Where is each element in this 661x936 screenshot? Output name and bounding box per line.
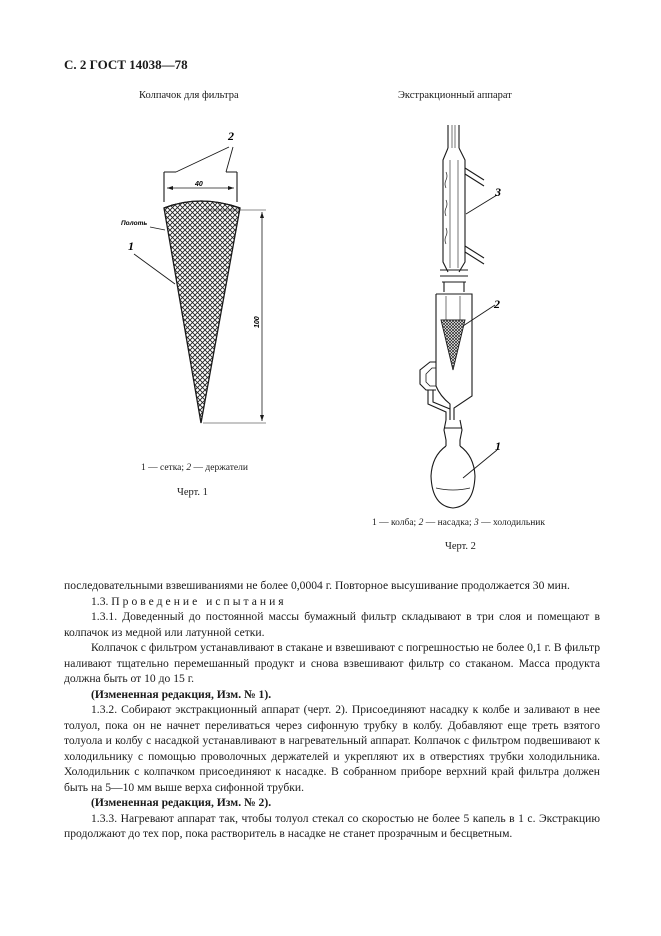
amendment-note-1: (Измененная редакция, Изм. № 1). bbox=[91, 687, 272, 701]
fig2-caption-n2: 2 bbox=[418, 518, 424, 528]
paragraph-131: 1.3.1. Доведенный до постоянной массы бумажный фильтр складывают в три слоя и помещают в колпачок из медной или латунной сетки. bbox=[64, 610, 600, 639]
paragraph-1: последовательными взвешиваниями не более 0,0004 г. Повторное высушивание продолжается 30 мин. bbox=[64, 579, 570, 592]
section-title: Проведение испытания bbox=[111, 594, 287, 608]
fig2-caption-t1: — колба; bbox=[376, 518, 419, 528]
figure2-title: Экстракционный аппарат bbox=[398, 90, 512, 101]
fig2-caption-n1: 1 bbox=[372, 518, 377, 528]
fig1-callout-2: 2 bbox=[228, 129, 234, 143]
body-text bbox=[64, 578, 600, 842]
filter-cap-drawing bbox=[134, 147, 266, 423]
fig2-caption-t3: — холодильник bbox=[478, 518, 545, 528]
fig1-callout-1: 1 bbox=[128, 239, 134, 253]
fig2-caption-n3: 3 bbox=[473, 518, 479, 528]
fig2-callout-2: 2 bbox=[494, 297, 500, 311]
extraction-apparatus-drawing bbox=[420, 125, 497, 508]
fig1-caption-n2: 2 bbox=[186, 463, 192, 473]
fig1-mesh-label: Полоть bbox=[121, 220, 148, 227]
paragraph-132: 1.3.2. Собирают экстракционный аппарат (черт. 2). Присоединяют насадку к колбе и заливают в нее толуол, пока он не начнет переливаться через сифонную трубку в колбу. Добавляют еще треть взятого толуола и колбу с насадкой устанавливают в нагревательный аппарат. Колпачок с фильтром подвешивают к холодильнику с помощью проволочных держателей и укрепляют их в отверстиях трубки холодильника. Холодильник с колпачком присоединяют к насадке. В собранном приборе верхний край фильтра должен быть на 5—10 мм выше верха сифонной трубки. bbox=[64, 703, 600, 794]
figure2-name: Черт. 2 bbox=[445, 541, 476, 552]
fig1-caption-t1: — сетка; bbox=[145, 463, 187, 473]
figure1-caption bbox=[141, 463, 248, 473]
fig1-dim-height: 100 bbox=[254, 316, 261, 328]
paragraph-133: 1.3.3. Нагревают аппарат так, чтобы толуол стекал со скоростью не более 5 капель в 1 с. Экстракцию продолжают до тех пор, пока растворитель в насадке не станет прозрачным и бесцветным. bbox=[64, 811, 600, 840]
figure2-caption bbox=[372, 518, 545, 528]
fig2-callout-1: 1 bbox=[495, 439, 501, 453]
fig2-callout-3: 3 bbox=[495, 185, 501, 199]
fig1-dim-width: 40 bbox=[195, 181, 203, 188]
figure1-name: Черт. 1 bbox=[177, 487, 208, 498]
paragraph-cap-weighing: Колпачок с фильтром устанавливают в стакане и взвешивают с погрешностью не более 0,1 г. В фильтр наливают тщательно перемешанный продукт и снова взвешивают фильтр со стаканом. Масса продукта должна быть от 10 до 15 г. bbox=[64, 641, 600, 685]
fig1-caption-t2: — держатели bbox=[191, 463, 248, 473]
page-header: С. 2 ГОСТ 14038—78 bbox=[64, 57, 188, 72]
fig1-caption-n1: 1 bbox=[141, 463, 146, 473]
figure1-title: Колпачок для фильтра bbox=[139, 90, 239, 101]
section-heading bbox=[64, 594, 600, 610]
amendment-note-2: (Измененная редакция, Изм. № 2). bbox=[91, 796, 272, 809]
fig2-caption-t2: — насадка; bbox=[423, 518, 474, 528]
section-number: 1.3. bbox=[91, 594, 112, 608]
